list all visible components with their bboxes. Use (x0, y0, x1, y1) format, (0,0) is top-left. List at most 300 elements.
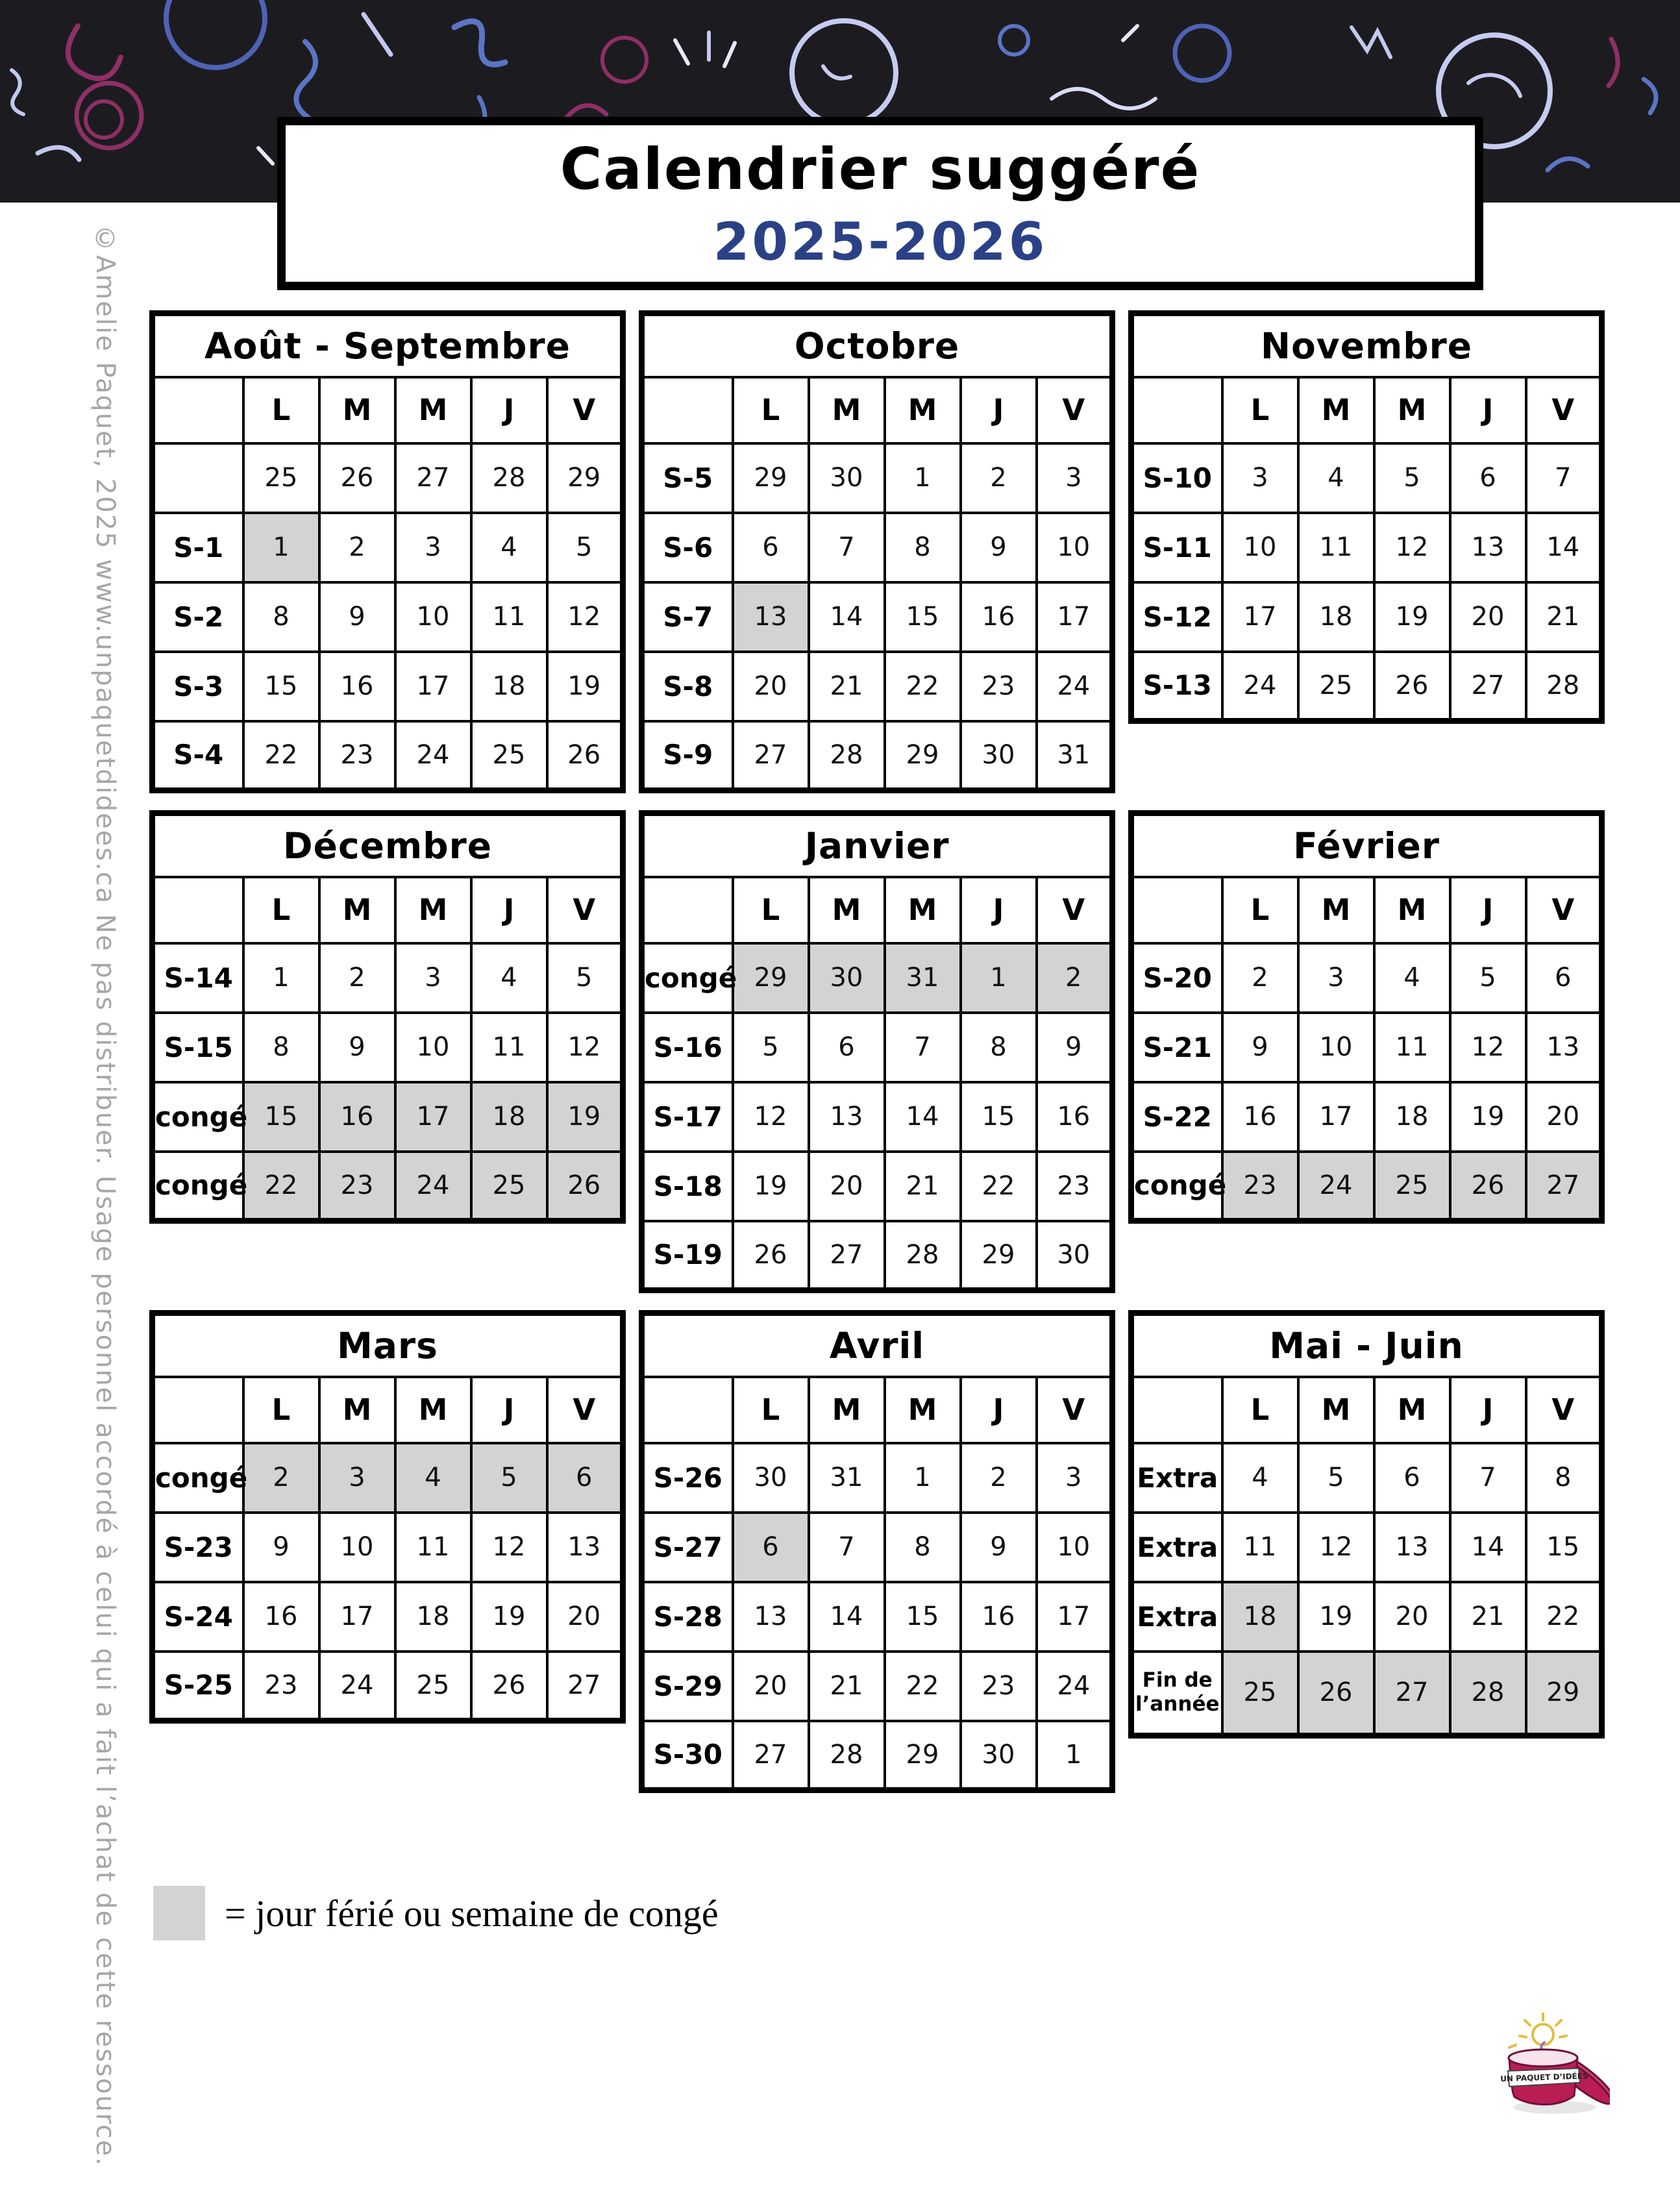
month-title: Mars (153, 1313, 623, 1377)
day-cell: 13 (1374, 1513, 1450, 1582)
day-cell: 9 (1222, 1013, 1298, 1082)
day-cell: 26 (733, 1221, 809, 1291)
day-cell: 30 (961, 721, 1037, 791)
week-label: S-15 (153, 1013, 243, 1082)
day-cell: 21 (1450, 1582, 1526, 1652)
day-cell: 16 (1037, 1082, 1113, 1152)
day-cell: 18 (1374, 1082, 1450, 1152)
day-cell-holiday: 1 (961, 943, 1037, 1013)
month-title: Novembre (1131, 314, 1602, 377)
day-cell: 19 (471, 1582, 547, 1652)
day-cell: 3 (1222, 443, 1298, 513)
day-cell: 11 (471, 1013, 547, 1082)
month-table (149, 310, 626, 793)
day-cell: 27 (1450, 652, 1526, 721)
day-cell-holiday: 26 (1298, 1652, 1374, 1736)
day-cell-holiday: 18 (1222, 1582, 1298, 1652)
day-cell: 17 (1298, 1082, 1374, 1152)
day-header: V (1037, 877, 1113, 943)
day-cell: 2 (961, 1443, 1037, 1513)
day-cell: 20 (809, 1152, 885, 1221)
day-cell: 3 (1037, 1443, 1113, 1513)
week-label: S-12 (1131, 582, 1222, 652)
day-cell-holiday: 27 (1374, 1652, 1450, 1736)
day-cell-holiday: 19 (547, 1082, 623, 1152)
day-cell: 18 (395, 1582, 471, 1652)
day-cell: 19 (547, 652, 623, 721)
day-header: J (1450, 377, 1526, 443)
day-cell: 9 (1037, 1013, 1113, 1082)
day-cell: 27 (733, 1721, 809, 1790)
week-label: S-28 (642, 1582, 733, 1652)
day-cell-holiday: 16 (319, 1082, 395, 1152)
day-cell: 13 (547, 1513, 623, 1582)
day-cell: 4 (471, 513, 547, 582)
week-label: S-16 (642, 1013, 733, 1082)
day-cell-holiday: 17 (395, 1082, 471, 1152)
day-header: M (1374, 877, 1450, 943)
month-table (1128, 310, 1605, 724)
day-cell: 30 (733, 1443, 809, 1513)
day-cell: 23 (961, 652, 1037, 721)
week-label: S-22 (1131, 1082, 1222, 1152)
holiday-swatch (153, 1886, 205, 1940)
week-label: S-23 (153, 1513, 243, 1582)
day-cell: 5 (733, 1013, 809, 1082)
day-cell: 18 (1298, 582, 1374, 652)
day-header: V (1037, 377, 1113, 443)
day-cell: 29 (961, 1221, 1037, 1291)
day-cell: 21 (885, 1152, 961, 1221)
calendar-grid (149, 310, 1612, 1793)
day-cell: 4 (471, 943, 547, 1013)
day-cell: 27 (395, 443, 471, 513)
day-header: L (733, 1377, 809, 1443)
day-header: M (809, 377, 885, 443)
day-cell: 26 (471, 1652, 547, 1721)
day-header: M (319, 377, 395, 443)
day-cell-holiday: 15 (243, 1082, 319, 1152)
day-cell: 14 (809, 582, 885, 652)
day-cell: 14 (809, 1582, 885, 1652)
day-cell: 1 (885, 1443, 961, 1513)
day-header: M (1298, 377, 1374, 443)
day-cell: 4 (1298, 443, 1374, 513)
day-cell: 31 (1037, 721, 1113, 791)
day-header: M (1374, 1377, 1450, 1443)
day-cell: 17 (395, 652, 471, 721)
day-cell: 29 (733, 443, 809, 513)
week-label: congé (153, 1152, 243, 1221)
day-cell: 21 (809, 1652, 885, 1721)
day-cell: 13 (733, 1582, 809, 1652)
day-cell: 16 (961, 582, 1037, 652)
day-cell: 3 (395, 513, 471, 582)
day-cell: 6 (733, 513, 809, 582)
day-cell: 12 (1298, 1513, 1374, 1582)
copyright-vertical-text: ©Amelie Paquet, 2025 www.unpaquetdidees.ca Ne pas distribuer. Usage personnel accordé à celui qui a fait l’achat de cette ressource. (90, 224, 120, 2167)
week-label (153, 443, 243, 513)
day-header: M (1298, 877, 1374, 943)
day-cell: 6 (1450, 443, 1526, 513)
day-header: J (961, 877, 1037, 943)
page-title: Calendrier suggéré (560, 135, 1201, 203)
week-label: S-26 (642, 1443, 733, 1513)
day-cell-holiday: 1 (243, 513, 319, 582)
week-label-spacer (642, 877, 733, 943)
day-cell: 26 (319, 443, 395, 513)
day-cell: 24 (1222, 652, 1298, 721)
day-cell-holiday: 24 (395, 1152, 471, 1221)
day-cell: 17 (1037, 1582, 1113, 1652)
month-table (1128, 1310, 1605, 1739)
day-cell-holiday: 18 (471, 1082, 547, 1152)
day-cell: 24 (395, 721, 471, 791)
day-cell: 7 (809, 1513, 885, 1582)
day-header: L (733, 877, 809, 943)
week-label: S-9 (642, 721, 733, 791)
week-label: S-17 (642, 1082, 733, 1152)
day-cell: 25 (243, 443, 319, 513)
day-header: M (885, 877, 961, 943)
day-cell: 16 (319, 652, 395, 721)
day-header: L (243, 877, 319, 943)
day-cell: 8 (1526, 1443, 1602, 1513)
day-cell: 13 (1450, 513, 1526, 582)
week-label: S-2 (153, 582, 243, 652)
day-cell: 10 (1037, 1513, 1113, 1582)
day-cell: 9 (961, 513, 1037, 582)
day-cell: 9 (243, 1513, 319, 1582)
day-cell: 27 (733, 721, 809, 791)
day-cell: 16 (1222, 1082, 1298, 1152)
day-cell: 11 (1222, 1513, 1298, 1582)
week-label: S-27 (642, 1513, 733, 1582)
day-cell: 26 (547, 721, 623, 791)
day-cell: 30 (1037, 1221, 1113, 1291)
day-header: V (1526, 377, 1602, 443)
month-title: Décembre (153, 813, 623, 877)
day-header: L (1222, 1377, 1298, 1443)
week-label: S-21 (1131, 1013, 1222, 1082)
day-cell: 20 (1374, 1582, 1450, 1652)
day-header: V (1526, 1377, 1602, 1443)
day-cell-holiday: 26 (547, 1152, 623, 1221)
day-cell: 10 (395, 1013, 471, 1082)
day-cell: 25 (471, 721, 547, 791)
day-header: M (395, 877, 471, 943)
day-header: J (961, 1377, 1037, 1443)
month-title: Août - Septembre (153, 314, 623, 377)
day-cell-holiday: 5 (471, 1443, 547, 1513)
day-cell: 8 (961, 1013, 1037, 1082)
day-cell: 29 (547, 443, 623, 513)
day-header: M (1374, 377, 1450, 443)
day-cell: 20 (1450, 582, 1526, 652)
day-cell: 5 (1298, 1443, 1374, 1513)
day-cell: 11 (471, 582, 547, 652)
day-cell: 24 (319, 1652, 395, 1721)
month-title: Octobre (642, 314, 1113, 377)
day-cell: 21 (1526, 582, 1602, 652)
week-label: congé (642, 943, 733, 1013)
day-cell: 2 (319, 943, 395, 1013)
day-cell: 12 (471, 1513, 547, 1582)
month-title: Janvier (642, 813, 1113, 877)
day-cell: 11 (1298, 513, 1374, 582)
day-cell: 10 (395, 582, 471, 652)
week-label: S-5 (642, 443, 733, 513)
day-header: V (1526, 877, 1602, 943)
month-table (639, 810, 1115, 1293)
day-cell: 15 (961, 1082, 1037, 1152)
day-cell-holiday: 27 (1526, 1152, 1602, 1221)
week-label: congé (153, 1443, 243, 1513)
day-cell: 28 (1526, 652, 1602, 721)
week-label: S-30 (642, 1721, 733, 1790)
day-cell: 20 (1526, 1082, 1602, 1152)
week-label-spacer (1131, 1377, 1222, 1443)
week-label: Extra (1131, 1582, 1222, 1652)
week-label: S-24 (153, 1582, 243, 1652)
day-cell: 12 (547, 582, 623, 652)
day-cell: 23 (1037, 1152, 1113, 1221)
day-cell: 3 (395, 943, 471, 1013)
day-header: J (961, 377, 1037, 443)
legend (153, 1886, 719, 1940)
day-cell-holiday: 2 (243, 1443, 319, 1513)
day-cell-holiday: 25 (1374, 1152, 1450, 1221)
day-cell-holiday: 25 (471, 1152, 547, 1221)
day-cell: 4 (1374, 943, 1450, 1013)
week-label: S-20 (1131, 943, 1222, 1013)
week-label: S-19 (642, 1221, 733, 1291)
week-label-spacer (642, 377, 733, 443)
week-label: S-10 (1131, 443, 1222, 513)
day-cell-holiday: 25 (1222, 1652, 1298, 1736)
day-cell: 15 (885, 582, 961, 652)
day-cell: 11 (1374, 1013, 1450, 1082)
logo-label: UN PAQUET D’IDÉES (1500, 2071, 1588, 2084)
day-cell: 11 (395, 1513, 471, 1582)
day-cell-holiday: 26 (1450, 1152, 1526, 1221)
day-cell: 3 (1298, 943, 1374, 1013)
day-cell: 8 (885, 1513, 961, 1582)
day-cell: 27 (809, 1221, 885, 1291)
day-cell: 20 (547, 1582, 623, 1652)
week-label: S-13 (1131, 652, 1222, 721)
day-cell: 7 (809, 513, 885, 582)
month-title: Avril (642, 1313, 1113, 1377)
day-cell: 7 (1450, 1443, 1526, 1513)
day-cell: 19 (1298, 1582, 1374, 1652)
day-cell: 22 (885, 1652, 961, 1721)
day-cell-holiday: 3 (319, 1443, 395, 1513)
day-header: L (243, 377, 319, 443)
day-cell: 10 (1222, 513, 1298, 582)
day-cell: 28 (885, 1221, 961, 1291)
day-cell: 8 (885, 513, 961, 582)
week-label-spacer (153, 1377, 243, 1443)
day-cell: 28 (809, 721, 885, 791)
week-label: S-8 (642, 652, 733, 721)
month-table (149, 1310, 626, 1724)
week-label: S-7 (642, 582, 733, 652)
day-cell: 2 (319, 513, 395, 582)
day-cell: 14 (1450, 1513, 1526, 1582)
day-cell-holiday: 30 (809, 943, 885, 1013)
day-header: M (885, 1377, 961, 1443)
day-cell: 9 (319, 582, 395, 652)
week-label: S-1 (153, 513, 243, 582)
day-header: J (471, 1377, 547, 1443)
day-header: M (319, 1377, 395, 1443)
week-label: congé (1131, 1152, 1222, 1221)
week-label: S-29 (642, 1652, 733, 1721)
day-header: L (733, 377, 809, 443)
day-cell: 1 (243, 943, 319, 1013)
day-cell: 23 (319, 721, 395, 791)
day-cell: 6 (1526, 943, 1602, 1013)
day-cell: 9 (961, 1513, 1037, 1582)
day-cell: 23 (243, 1652, 319, 1721)
day-cell: 17 (1037, 582, 1113, 652)
day-cell: 5 (1450, 943, 1526, 1013)
month-table (1128, 810, 1605, 1224)
day-cell: 19 (1374, 582, 1450, 652)
title-box (277, 117, 1483, 290)
day-cell: 5 (547, 513, 623, 582)
day-cell-holiday: 28 (1450, 1652, 1526, 1736)
week-label: S-25 (153, 1652, 243, 1721)
day-cell-holiday: 2 (1037, 943, 1113, 1013)
day-header: J (471, 377, 547, 443)
day-cell: 15 (243, 652, 319, 721)
day-cell: 5 (547, 943, 623, 1013)
day-header: M (885, 377, 961, 443)
day-cell-holiday: 6 (733, 1513, 809, 1582)
day-cell-holiday: 6 (547, 1443, 623, 1513)
school-years: 2025-2026 (713, 211, 1048, 272)
week-label-spacer (153, 877, 243, 943)
day-cell: 12 (1450, 1013, 1526, 1082)
day-cell: 13 (1526, 1013, 1602, 1082)
day-cell: 14 (885, 1082, 961, 1152)
day-header: M (809, 1377, 885, 1443)
week-label: S-6 (642, 513, 733, 582)
month-table (149, 810, 626, 1224)
day-cell: 8 (243, 582, 319, 652)
month-title: Mai - Juin (1131, 1313, 1602, 1377)
week-label: S-4 (153, 721, 243, 791)
day-cell: 24 (1037, 1652, 1113, 1721)
day-cell-holiday: 23 (1222, 1152, 1298, 1221)
week-label: S-3 (153, 652, 243, 721)
day-cell: 19 (733, 1152, 809, 1221)
day-header: V (547, 1377, 623, 1443)
day-cell: 5 (1374, 443, 1450, 513)
week-label: S-14 (153, 943, 243, 1013)
day-cell: 21 (809, 652, 885, 721)
day-cell: 9 (319, 1013, 395, 1082)
day-cell: 13 (809, 1082, 885, 1152)
day-header: M (395, 1377, 471, 1443)
day-cell: 22 (961, 1152, 1037, 1221)
day-cell: 22 (885, 652, 961, 721)
day-header: L (1222, 377, 1298, 443)
day-cell: 17 (1222, 582, 1298, 652)
day-cell: 14 (1526, 513, 1602, 582)
day-header: J (471, 877, 547, 943)
day-cell: 22 (1526, 1582, 1602, 1652)
day-cell: 27 (547, 1652, 623, 1721)
legend-text: = jour férié ou semaine de congé (225, 1892, 719, 1935)
week-label-spacer (642, 1377, 733, 1443)
day-cell: 1 (1037, 1721, 1113, 1790)
day-cell: 17 (319, 1582, 395, 1652)
day-cell: 24 (1037, 652, 1113, 721)
un-paquet-didees-logo-icon (1490, 2011, 1610, 2125)
day-header: M (319, 877, 395, 943)
day-cell: 7 (885, 1013, 961, 1082)
day-cell: 26 (1374, 652, 1450, 721)
week-label-spacer (1131, 877, 1222, 943)
day-cell: 25 (1298, 652, 1374, 721)
day-cell: 12 (1374, 513, 1450, 582)
day-header: L (1222, 877, 1298, 943)
day-cell: 25 (395, 1652, 471, 1721)
day-cell: 22 (243, 721, 319, 791)
day-cell: 15 (885, 1582, 961, 1652)
day-cell: 28 (809, 1721, 885, 1790)
day-cell: 31 (809, 1443, 885, 1513)
week-label-spacer (1131, 377, 1222, 443)
week-label: congé (153, 1082, 243, 1152)
day-cell: 1 (885, 443, 961, 513)
week-label: S-11 (1131, 513, 1222, 582)
day-cell-holiday: 13 (733, 582, 809, 652)
day-cell: 10 (319, 1513, 395, 1582)
day-cell: 2 (961, 443, 1037, 513)
day-cell: 8 (243, 1013, 319, 1082)
day-cell: 7 (1526, 443, 1602, 513)
day-cell-holiday: 31 (885, 943, 961, 1013)
month-table (639, 310, 1115, 793)
week-label: S-18 (642, 1152, 733, 1221)
day-cell: 16 (961, 1582, 1037, 1652)
week-label: Extra (1131, 1443, 1222, 1513)
month-table (639, 1310, 1115, 1793)
day-cell: 12 (547, 1013, 623, 1082)
day-cell: 10 (1037, 513, 1113, 582)
day-cell: 6 (1374, 1443, 1450, 1513)
day-cell: 29 (885, 721, 961, 791)
day-cell: 15 (1526, 1513, 1602, 1582)
day-cell: 20 (733, 652, 809, 721)
day-cell-holiday: 29 (1526, 1652, 1602, 1736)
day-cell: 23 (961, 1652, 1037, 1721)
month-title: Février (1131, 813, 1602, 877)
day-header: M (809, 877, 885, 943)
day-cell: 30 (961, 1721, 1037, 1790)
day-cell: 30 (809, 443, 885, 513)
week-label: Fin de l’année (1131, 1652, 1222, 1736)
day-cell: 29 (885, 1721, 961, 1790)
day-header: J (1450, 877, 1526, 943)
day-cell: 10 (1298, 1013, 1374, 1082)
day-cell: 2 (1222, 943, 1298, 1013)
day-header: M (395, 377, 471, 443)
